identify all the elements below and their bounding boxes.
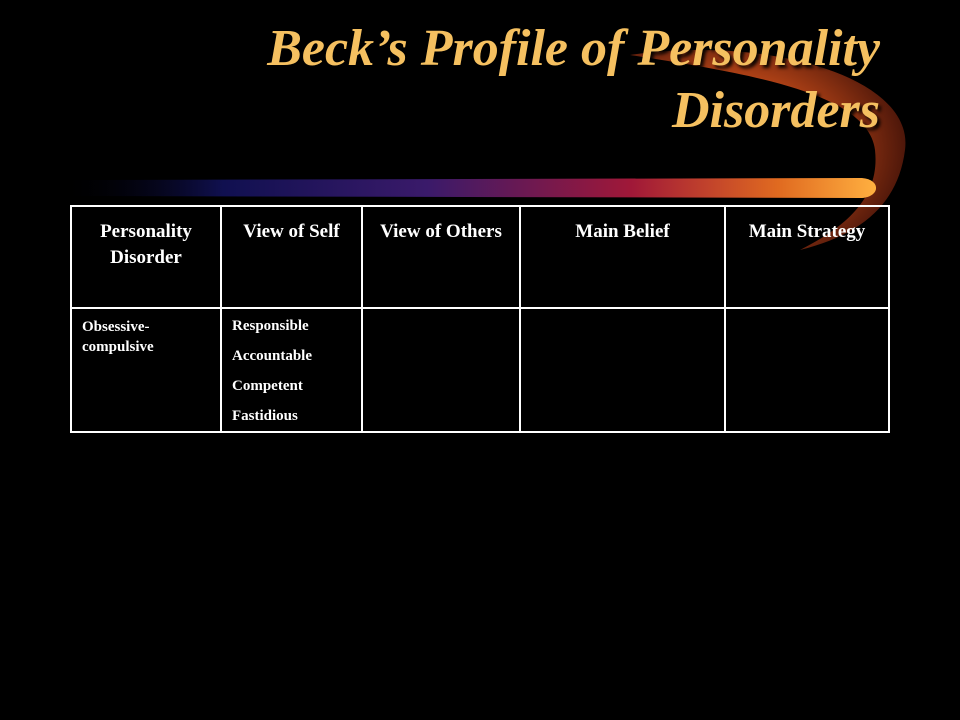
cell-view-of-self <box>221 308 362 432</box>
title-line-1: Beck’s Profile of Personality <box>267 20 880 77</box>
header-personality-disorder: Personality Disorder <box>71 206 221 308</box>
header-main-belief: Main Belief <box>520 206 725 308</box>
cell-disorder: Obsessive-compulsive <box>71 308 221 432</box>
slide-title <box>150 18 880 142</box>
cell-main-strategy <box>725 308 889 432</box>
table-header-row <box>71 206 889 308</box>
cell-view-of-others <box>362 308 520 432</box>
self-trait: Accountable <box>232 348 312 364</box>
self-trait: Responsible <box>232 318 309 334</box>
personality-table <box>70 205 888 426</box>
table-row <box>71 308 889 432</box>
self-trait: Fastidious <box>232 408 298 424</box>
self-trait: Competent <box>232 378 303 394</box>
header-view-of-self: View of Self <box>221 206 362 308</box>
cell-main-belief <box>520 308 725 432</box>
title-line-2: Disorders <box>671 82 880 139</box>
header-view-of-others: View of Others <box>362 206 520 308</box>
header-main-strategy: Main Strategy <box>725 206 889 308</box>
